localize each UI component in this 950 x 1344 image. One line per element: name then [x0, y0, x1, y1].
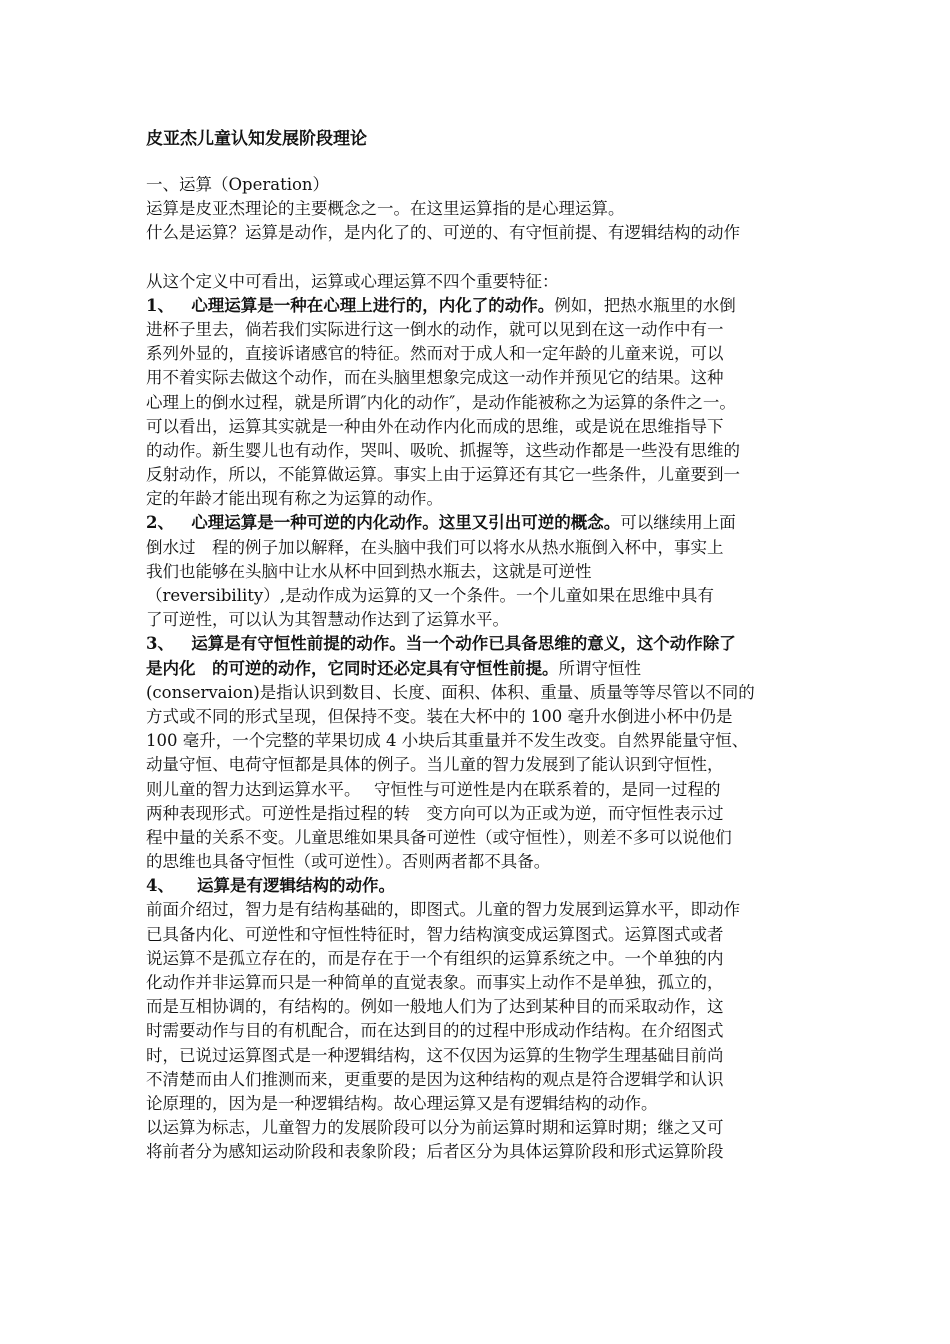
text-segment: 从这个定义中可看出，运算或心理运算不四个重要特征：: [146, 271, 559, 291]
text-line: [146, 463, 810, 487]
text-line: [146, 874, 810, 898]
bold-text-segment: 4、 运算是有逻辑结构的动作。: [146, 876, 395, 896]
text-line: [146, 342, 810, 366]
text-segment: 程中量的关系不变。儿童思维如果具备可逆性（或守恒性），则差不多可以说他们: [146, 827, 732, 847]
text-line: [146, 778, 810, 802]
text-line: [146, 487, 810, 511]
text-line: [146, 536, 810, 560]
text-line: [146, 632, 810, 656]
text-line: [146, 947, 810, 971]
text-line: [146, 1092, 810, 1116]
text-segment: 系列外显的，直接诉诸感官的特征。然而对于成人和一定年龄的儿童来说，可以: [146, 344, 724, 364]
text-segment: 我们也能够在头脑中让水从杯中回到热水瓶去，这就是可逆性: [146, 561, 592, 581]
bold-text-segment: 3、 运算是有守恒性前提的动作。当一个动作已具备思维的意义，这个动作除了: [146, 634, 736, 654]
text-segment: 可以看出，运算其实就是一种由外在动作内化而成的思维，或是说在思维指导下: [146, 416, 724, 436]
text-segment: 例如，把热水瓶里的水倒: [554, 295, 736, 315]
text-line: [146, 560, 810, 584]
text-line: [146, 681, 810, 705]
text-segment: 不清楚而由人们推测而来，更重要的是因为这种结构的观点是符合逻辑学和认识: [146, 1069, 724, 1089]
text-line: [146, 923, 810, 947]
text-segment: 反射动作，所以，不能算做运算。事实上由于运算还有其它一些条件，儿童要到一: [146, 465, 740, 485]
text-segment: 说运算不是孤立存在的，而是存在于一个有组织的运算系统之中。一个单独的内: [146, 948, 724, 968]
text-segment: 论原理的，因为是一种逻辑结构。故心理运算又是有逻辑结构的动作。: [146, 1093, 658, 1113]
bold-text-segment: 2、 心理运算是一种可逆的内化动作。这里又引出可逆的概念。: [146, 513, 621, 533]
text-line: [146, 1044, 810, 1068]
text-line: [146, 898, 810, 922]
section-heading: 一、运算（Operation）: [146, 175, 330, 194]
text-line: [146, 584, 810, 608]
text-segment: 以运算为标志，儿童智力的发展阶段可以分为前运算时期和运算时期；继之又可: [146, 1118, 724, 1138]
text-segment: 已具备内化、可逆性和守恒性特征时，智力结构演变成运算图式。运算图式或者: [146, 924, 724, 944]
text-line: [146, 657, 810, 681]
text-line: [146, 415, 810, 439]
text-segment: 所谓守恒性: [558, 658, 641, 678]
document-title: 皮亚杰儿童认知发展阶段理论: [146, 129, 367, 149]
text-segment: 心理上的倒水过程，就是所谓″内化的动作″，是动作能被称之为运算的条件之一。: [146, 392, 736, 412]
intro-line: 什么是运算？运算是动作，是内化了的、可逆的、有守恒前提、有逻辑结构的动作: [146, 223, 740, 243]
body-text: [146, 270, 810, 1165]
text-segment: 定的年龄才能出现有称之为运算的动作。: [146, 489, 443, 509]
text-segment: 时，已说过运算图式是一种逻辑结构，这不仅因为运算的生物学生理基础目前尚: [146, 1045, 724, 1065]
text-line: [146, 511, 810, 535]
text-segment: 可以继续用上面: [620, 513, 736, 533]
text-line: [146, 608, 810, 632]
text-segment: 进杯子里去，倘若我们实际进行这一倒水的动作，就可以见到在这一动作中有一: [146, 319, 724, 339]
text-line: [146, 705, 810, 729]
text-segment: 100 毫升，一个完整的苹果切成 4 小块后其重量并不发生改变。自然界能量守恒、: [146, 731, 749, 751]
text-segment: 时需要动作与目的有机配合，而在达到目的的过程中形成动作结构。在介绍图式: [146, 1021, 724, 1041]
text-line: [146, 729, 810, 753]
text-line: [146, 753, 810, 777]
text-line: [146, 1068, 810, 1092]
spacer: [146, 154, 810, 173]
text-line: [146, 802, 810, 826]
text-segment: （reversibility）,是动作成为运算的又一个条件。一个儿童如果在思维中具有: [146, 586, 714, 605]
text-line: [146, 1019, 810, 1043]
text-segment: 倒水过 程的例子加以解释，在头脑中我们可以将水从热水瓶倒入杯中，事实上: [146, 537, 724, 557]
text-segment: 则儿童的智力达到运算水平。 守恒性与可逆性是内在联系着的，是同一过程的: [146, 779, 721, 799]
text-segment: 了可逆性，可以认为其智慧动作达到了运算水平。: [146, 610, 509, 630]
text-segment: 将前者分为感知运动阶段和表象阶段；后者区分为具体运算阶段和形式运算阶段: [146, 1142, 724, 1162]
text-line: [146, 366, 810, 390]
text-segment: 两种表现形式。可逆性是指过程的转 变方向可以为正或为逆，而守恒性表示过: [146, 803, 724, 823]
text-segment: 的思维也具备守恒性（或可逆性）。否则两者都不具备。: [146, 852, 551, 872]
spacer: [146, 246, 810, 270]
text-segment: 前面介绍过，智力是有结构基础的，即图式。儿童的智力发展到运算水平，即动作: [146, 900, 740, 920]
text-segment: 动量守恒、电荷守恒都是具体的例子。当儿童的智力发展到了能认识到守恒性，: [146, 755, 724, 775]
text-segment: (conservaion)是指认识到数目、长度、面积、体积、重量、质量等等尽管以不同的: [146, 682, 755, 702]
text-line: [146, 270, 810, 294]
text-line: [146, 850, 810, 874]
document-page: [146, 124, 810, 1165]
text-line: [146, 971, 810, 995]
text-line: [146, 995, 810, 1019]
text-line: [146, 391, 810, 415]
text-segment: 化动作并非运算而只是一种简单的直觉表象。而事实上动作不是单独，孤立的，: [146, 973, 724, 992]
text-line: [146, 439, 810, 463]
text-line: [146, 826, 810, 850]
text-segment: 而是互相协调的，有结构的。例如一般地人们为了达到某种目的而采取动作，这: [146, 997, 724, 1017]
text-segment: 的动作。新生婴儿也有动作，哭叫、吸吮、抓握等，这些动作都是一些没有思维的: [146, 440, 740, 460]
text-line: [146, 1140, 810, 1164]
bold-text-segment: 1、 心理运算是一种在心理上进行的，内化了的动作。: [146, 295, 555, 315]
text-line: [146, 318, 810, 342]
text-segment: 方式或不同的形式呈现，但保持不变。装在大杯中的 100 毫升水倒进小杯中仍是: [146, 706, 733, 726]
intro-line: 运算是皮亚杰理论的主要概念之一。在这里运算指的是心理运算。: [146, 199, 625, 219]
text-line: [146, 1116, 810, 1140]
bold-text-segment: 是内化 的可逆的动作，它同时还必定具有守恒性前提。: [146, 658, 559, 678]
text-segment: 用不着实际去做这个动作，而在头脑里想象完成这一动作并预见它的结果。这种: [146, 368, 724, 388]
text-line: [146, 294, 810, 318]
